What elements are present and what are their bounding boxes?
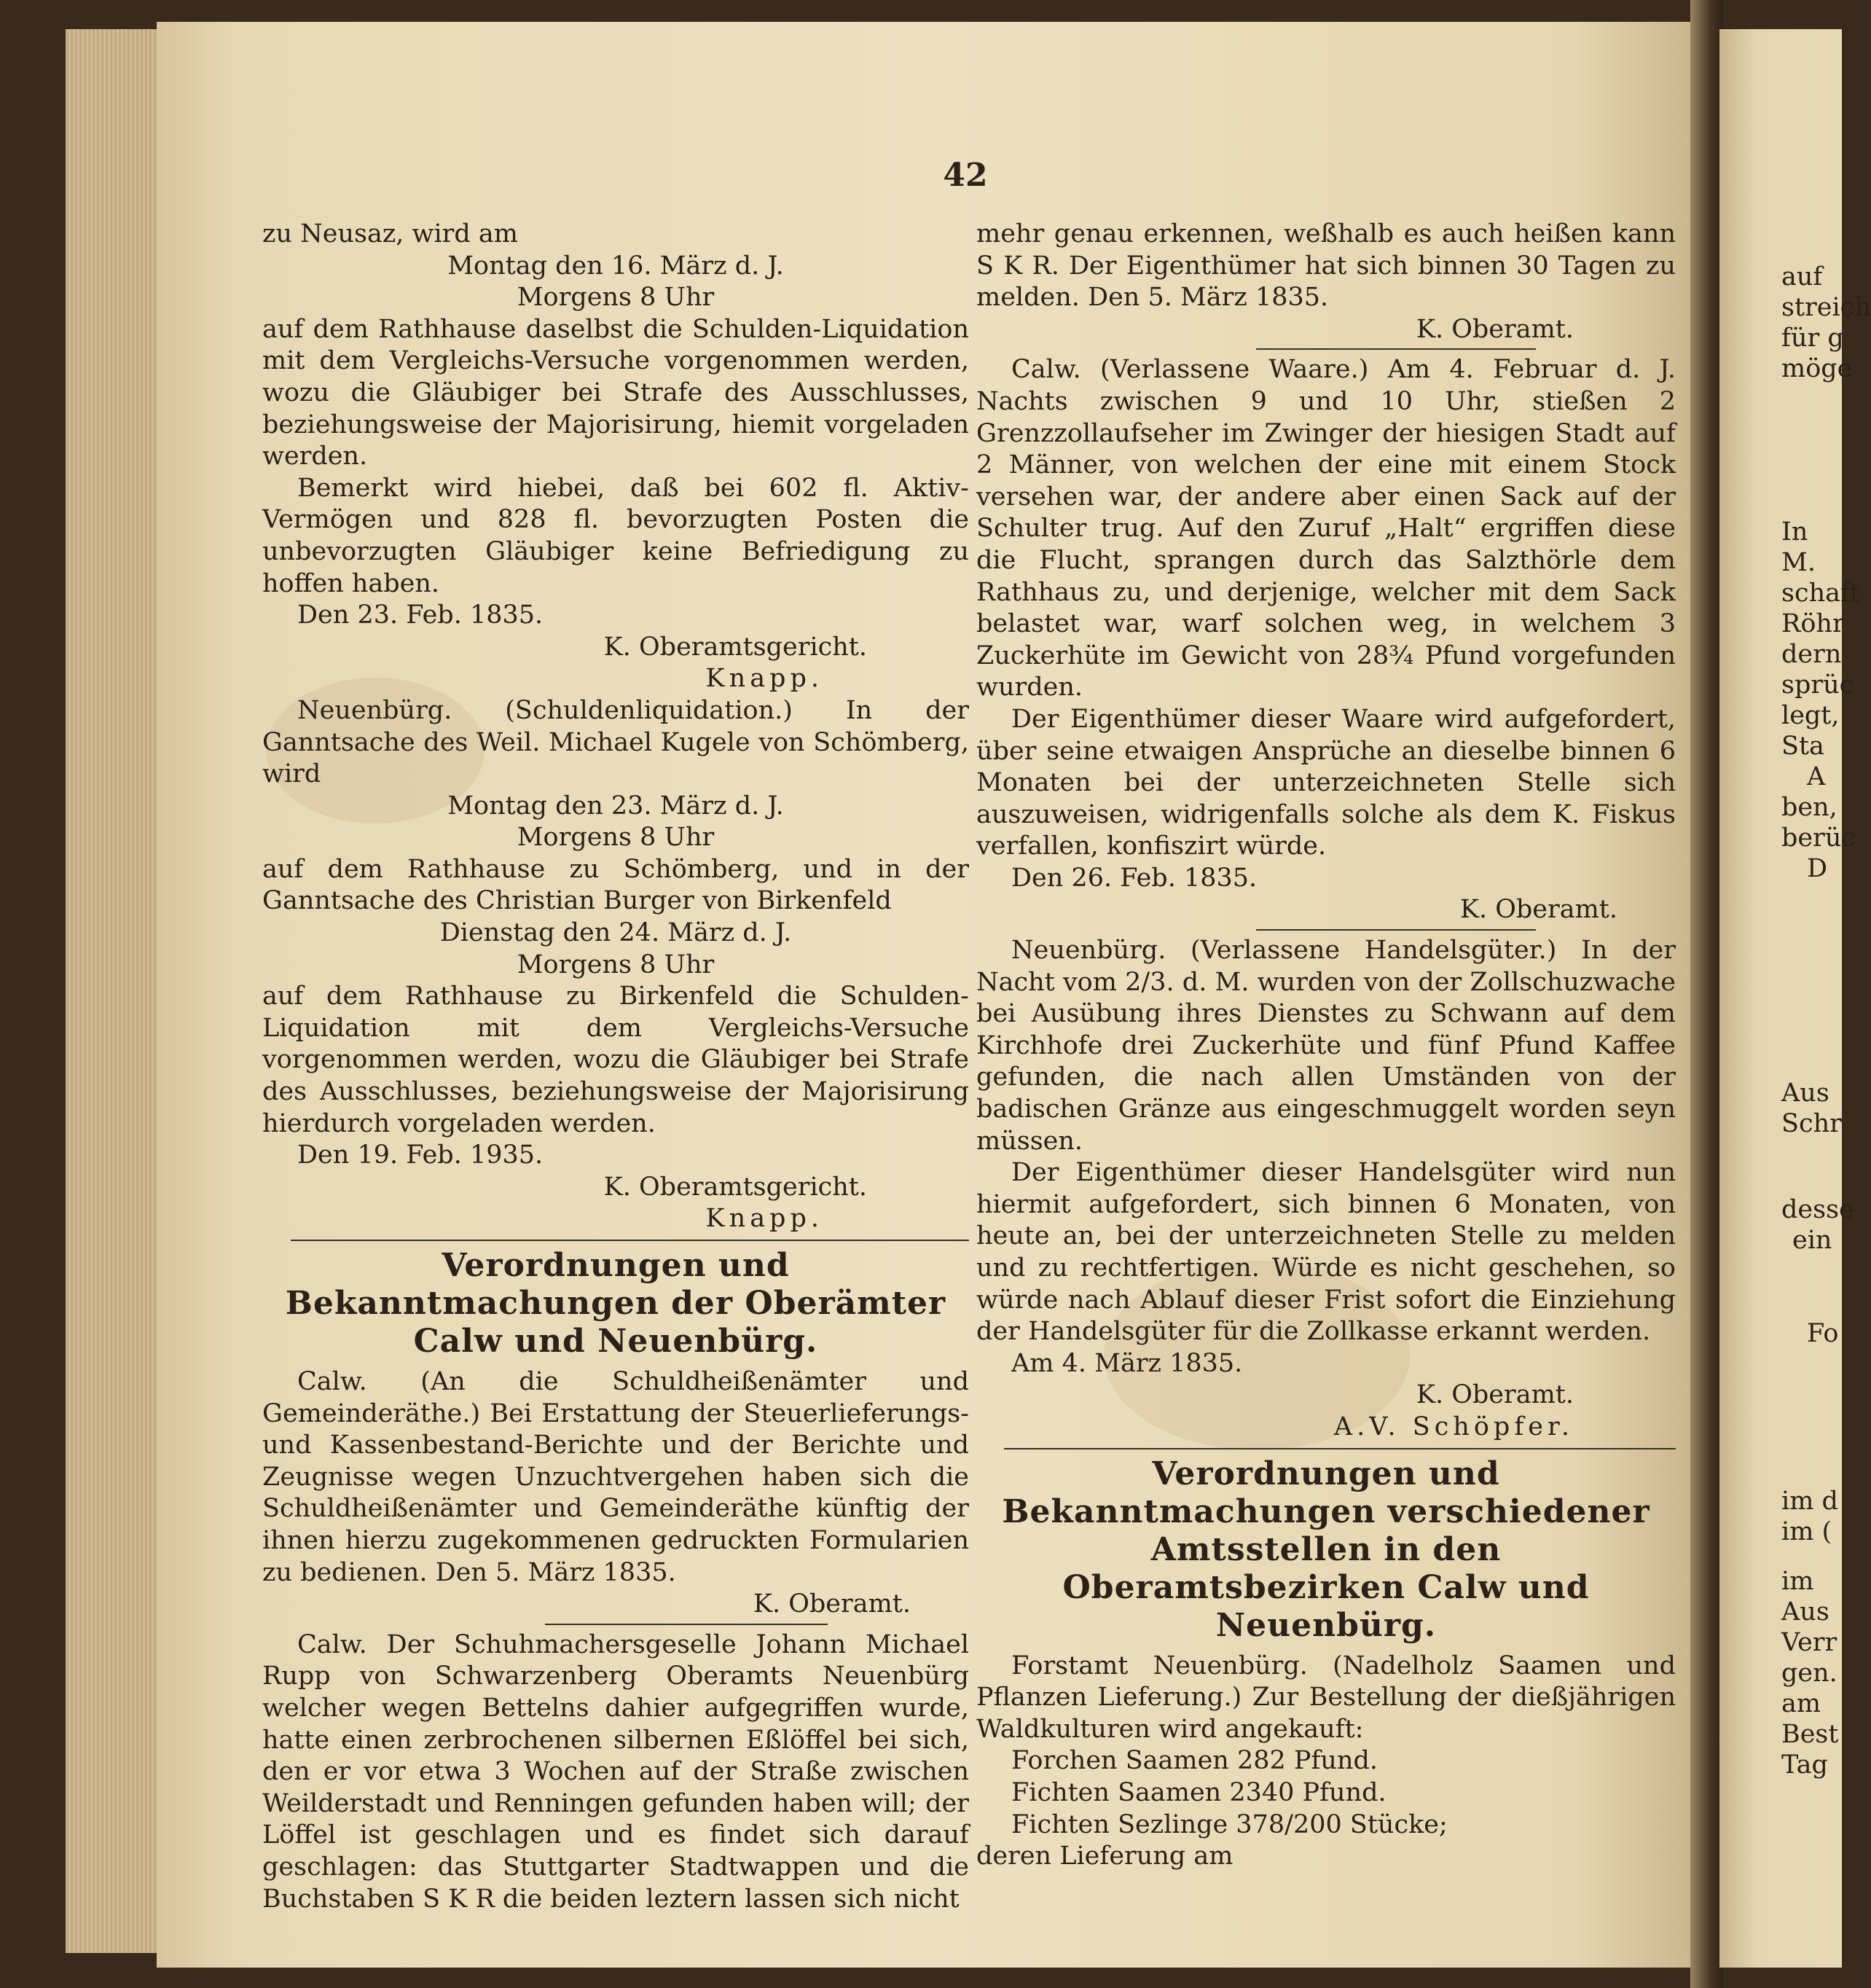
section-rule bbox=[291, 1240, 969, 1241]
list-item: Fichten Saamen 2340 Pfund. bbox=[1011, 1777, 1386, 1807]
date-line: Am 4. März 1835. bbox=[1011, 1348, 1243, 1378]
date-line: Den 26. Feb. 1835. bbox=[1011, 863, 1258, 893]
facing-text: möge bbox=[1781, 354, 1853, 383]
divider bbox=[1256, 929, 1536, 931]
list-item: Forchen Saamen 282 Pfund. bbox=[1011, 1746, 1378, 1776]
facing-text: gen. bbox=[1781, 1659, 1837, 1688]
facing-text: im ( bbox=[1781, 1517, 1832, 1546]
facing-text: am bbox=[1781, 1689, 1821, 1718]
signature: A.V. Schöpfer. bbox=[1333, 1412, 1574, 1441]
signature: Knapp. bbox=[705, 1204, 823, 1234]
text-line: deren Lieferung am bbox=[976, 1842, 1233, 1871]
paragraph: auf dem Rathhause zu Birkenfeld die Schulden-Liquidation mit dem Vergleichs-Versuche vorgenommen werden, wozu die Gläubiger bei Strafe des Ausschlusses, beziehungsweise der Majorisirung hierdurch vorgeladen werden. bbox=[262, 982, 969, 1138]
paragraph: Der Eigenthümer dieser Handelsgüter wird nun hiermit aufgefordert, sich binnen 6 Monaten, von heute an, bei der unterzeichneten Stelle zu melden und zu rechtfertigen. Würde es nicht geschehen, so würde nach Ablauf dieser Frist sofort die Einziehung der Handelsgüter für die Zollkasse erkannt werden. bbox=[976, 1158, 1676, 1347]
facing-text: legt, bbox=[1781, 701, 1840, 730]
right-column bbox=[976, 219, 1676, 1873]
paragraph: auf dem Rathhause daselbst die Schulden-Liquidation mit dem Vergleichs-Versuche vorgenommen werden, wozu die Gläubiger bei Strafe des Ausschlusses, beziehungsweise der Majorisirung, hiemit vorgeladen werden. bbox=[262, 314, 969, 471]
divider bbox=[1256, 348, 1536, 350]
facing-text: Best bbox=[1781, 1720, 1839, 1749]
signature: K. Oberamt. bbox=[753, 1589, 911, 1619]
facing-text: In bbox=[1781, 517, 1808, 547]
text-line: zu Neusaz, wird am bbox=[262, 219, 518, 248]
facing-text: D bbox=[1807, 854, 1828, 883]
date-line: Montag den 16. März d. J. bbox=[447, 251, 784, 281]
section-rule bbox=[1004, 1448, 1676, 1449]
paragraph: Forstamt Neuenbürg. (Nadelholz Saamen und Pflanzen Lieferung.) Zur Bestellung der dießjährigen Waldkulturen wird angekauft: bbox=[976, 1651, 1676, 1744]
facing-text: Röhr bbox=[1781, 609, 1845, 638]
facing-page bbox=[1719, 29, 1871, 1968]
paragraph: mehr genau erkennen, weßhalb es auch heißen kann S K R. Der Eigenthümer hat sich binnen 30 Tagen zu melden. Den 5. März 1835. bbox=[976, 219, 1676, 313]
facing-text: A bbox=[1807, 762, 1826, 791]
paragraph: Neuenbürg. (Schuldenliquidation.) In der Ganntsache des Weil. Michael Kugele von Schömberg, wird bbox=[262, 695, 969, 789]
paragraph: Bemerkt wird hiebei, daß bei 602 fl. Aktiv-Vermögen und 828 fl. bevorzugten Posten die unbevorzugten Gläubiger keine Befriedigung zu hoffen haben. bbox=[262, 473, 969, 598]
paragraph: Calw. (An die Schuldheißenämter und Gemeinderäthe.) Bei Erstattung der Steuerlieferungs- und Kassenbestand-Berichte und der Berichte und Zeugnisse wegen Unzuchtvergehen haben sich die Schuldheißenämter und Gemeinderäthe künftig der ihnen hierzu zugekommenen gedruckten Formularien zu bedienen. Den 5. März 1835. bbox=[262, 1367, 969, 1587]
facing-text: ein bbox=[1792, 1226, 1832, 1255]
signature: K. Oberamt. bbox=[1459, 895, 1617, 925]
date-line: Montag den 23. März d. J. bbox=[447, 791, 784, 821]
left-column bbox=[262, 219, 969, 1915]
facing-text: streich bbox=[1781, 293, 1871, 322]
divider bbox=[545, 1624, 828, 1625]
facing-text: Schr bbox=[1781, 1109, 1842, 1138]
facing-text: im bbox=[1781, 1567, 1814, 1596]
paragraph: auf dem Rathhause zu Schömberg, und in der Ganntsache des Christian Burger von Birkenfeld bbox=[262, 854, 969, 916]
facing-text: dern bbox=[1781, 640, 1842, 669]
facing-text: Sta bbox=[1781, 732, 1824, 761]
signature: K. Oberamtsgericht. bbox=[603, 632, 867, 662]
facing-text: Fo bbox=[1807, 1319, 1839, 1348]
time-line: Morgens 8 Uhr bbox=[517, 950, 715, 979]
section-heading: Verordnungen und Bekanntmachungen der Oberämter Calw und Neuenbürg. bbox=[285, 1247, 946, 1360]
page-number: 42 bbox=[943, 157, 988, 194]
facing-text: sprüc bbox=[1781, 670, 1854, 700]
facing-text: Tag bbox=[1781, 1750, 1828, 1780]
facing-text: desse bbox=[1781, 1195, 1854, 1224]
facing-text: im d bbox=[1781, 1487, 1838, 1516]
time-line: Morgens 8 Uhr bbox=[517, 283, 715, 313]
facing-text: für g bbox=[1781, 324, 1844, 353]
paragraph: Calw. (Verlassene Waare.) Am 4. Februar d. J. Nachts zwischen 9 und 10 Uhr, stießen 2 Grenzzollaufseher im Zwinger der hiesigen Stadt auf 2 Männer, von welchen der eine mit einem Stock versehen war, der andere aber einen Sack auf der Schulter trug. Auf den Zuruf „Halt“ ergriffen diese die Flucht, sprangen durch das Salzthörle dem Rathhaus zu, und derjenige, welcher mit dem Sack belastet war, warf solchen weg, in welchem 3 Zuckerhüte im Gewicht von 28¾ Pfund vorgefunden wurden. bbox=[976, 355, 1676, 703]
list-item: Fichten Sezlinge 378/200 Stücke; bbox=[1011, 1809, 1448, 1839]
signature: K. Oberamt. bbox=[1416, 314, 1574, 344]
book-gutter bbox=[1690, 0, 1723, 1988]
paragraph: Neuenbürg. (Verlassene Handelsgüter.) In der Nacht vom 2/3. d. M. wurden von der Zollschuzwache bei Ausübung ihres Dienstes zu Schwann auf dem Kirchhofe drei Zuckerhüte und fünf Pfund Kaffee gefunden, die nach allen Umständen von der badischen Gränze aus eingeschmuggelt worden seyn müssen. bbox=[976, 936, 1676, 1156]
date-line: Den 23. Feb. 1835. bbox=[297, 600, 544, 630]
facing-text: Aus bbox=[1781, 1597, 1829, 1627]
signature: K. Oberamtsgericht. bbox=[603, 1172, 867, 1202]
paragraph: Der Eigenthümer dieser Waare wird aufgefordert, über seine etwaigen Ansprüche an dieselbe binnen 6 Monaten bei der unterzeichneten Stelle sich auszuweisen, widrigenfalls solche als dem K. Fiskus verfallen, konfiszirt würde. bbox=[976, 704, 1676, 861]
facing-text: Aus bbox=[1781, 1079, 1829, 1108]
facing-text: ben, bbox=[1781, 793, 1837, 822]
signature: Knapp. bbox=[705, 664, 823, 694]
date-line: Den 19. Feb. 1935. bbox=[297, 1140, 544, 1170]
time-line: Morgens 8 Uhr bbox=[517, 823, 715, 853]
facing-text: berüc bbox=[1781, 823, 1856, 853]
facing-text: M. bbox=[1781, 548, 1816, 577]
facing-text: auf bbox=[1781, 262, 1823, 291]
page-edges bbox=[66, 29, 164, 1953]
paragraph: Calw. Der Schuhmachersgeselle Johann Michael Rupp von Schwarzenberg Oberamts Neuenbürg welcher wegen Bettelns dahier aufgegriffen wurde, hatte einen zerbrochenen silbernen Eßlöffel bei sich, den er vor etwa 3 Wochen auf der Straße zwischen Weilderstadt und Renningen gefunden haben will; der Löffel ist geschlagen und es findet sich darauf geschlagen: das Stuttgarter Stadtwappen und die Buchstaben S K R die beiden leztern lassen sich nicht bbox=[262, 1629, 969, 1914]
facing-text: schaft bbox=[1781, 579, 1860, 608]
facing-text: Verr bbox=[1781, 1628, 1837, 1657]
section-heading: Verordnungen und Bekanntmachungen verschiedener Amtsstellen in den Oberamtsbezirken Calw und Neuenbürg. bbox=[1002, 1455, 1650, 1644]
signature: K. Oberamt. bbox=[1416, 1380, 1574, 1410]
date-line: Dienstag den 24. März d. J. bbox=[439, 918, 792, 948]
